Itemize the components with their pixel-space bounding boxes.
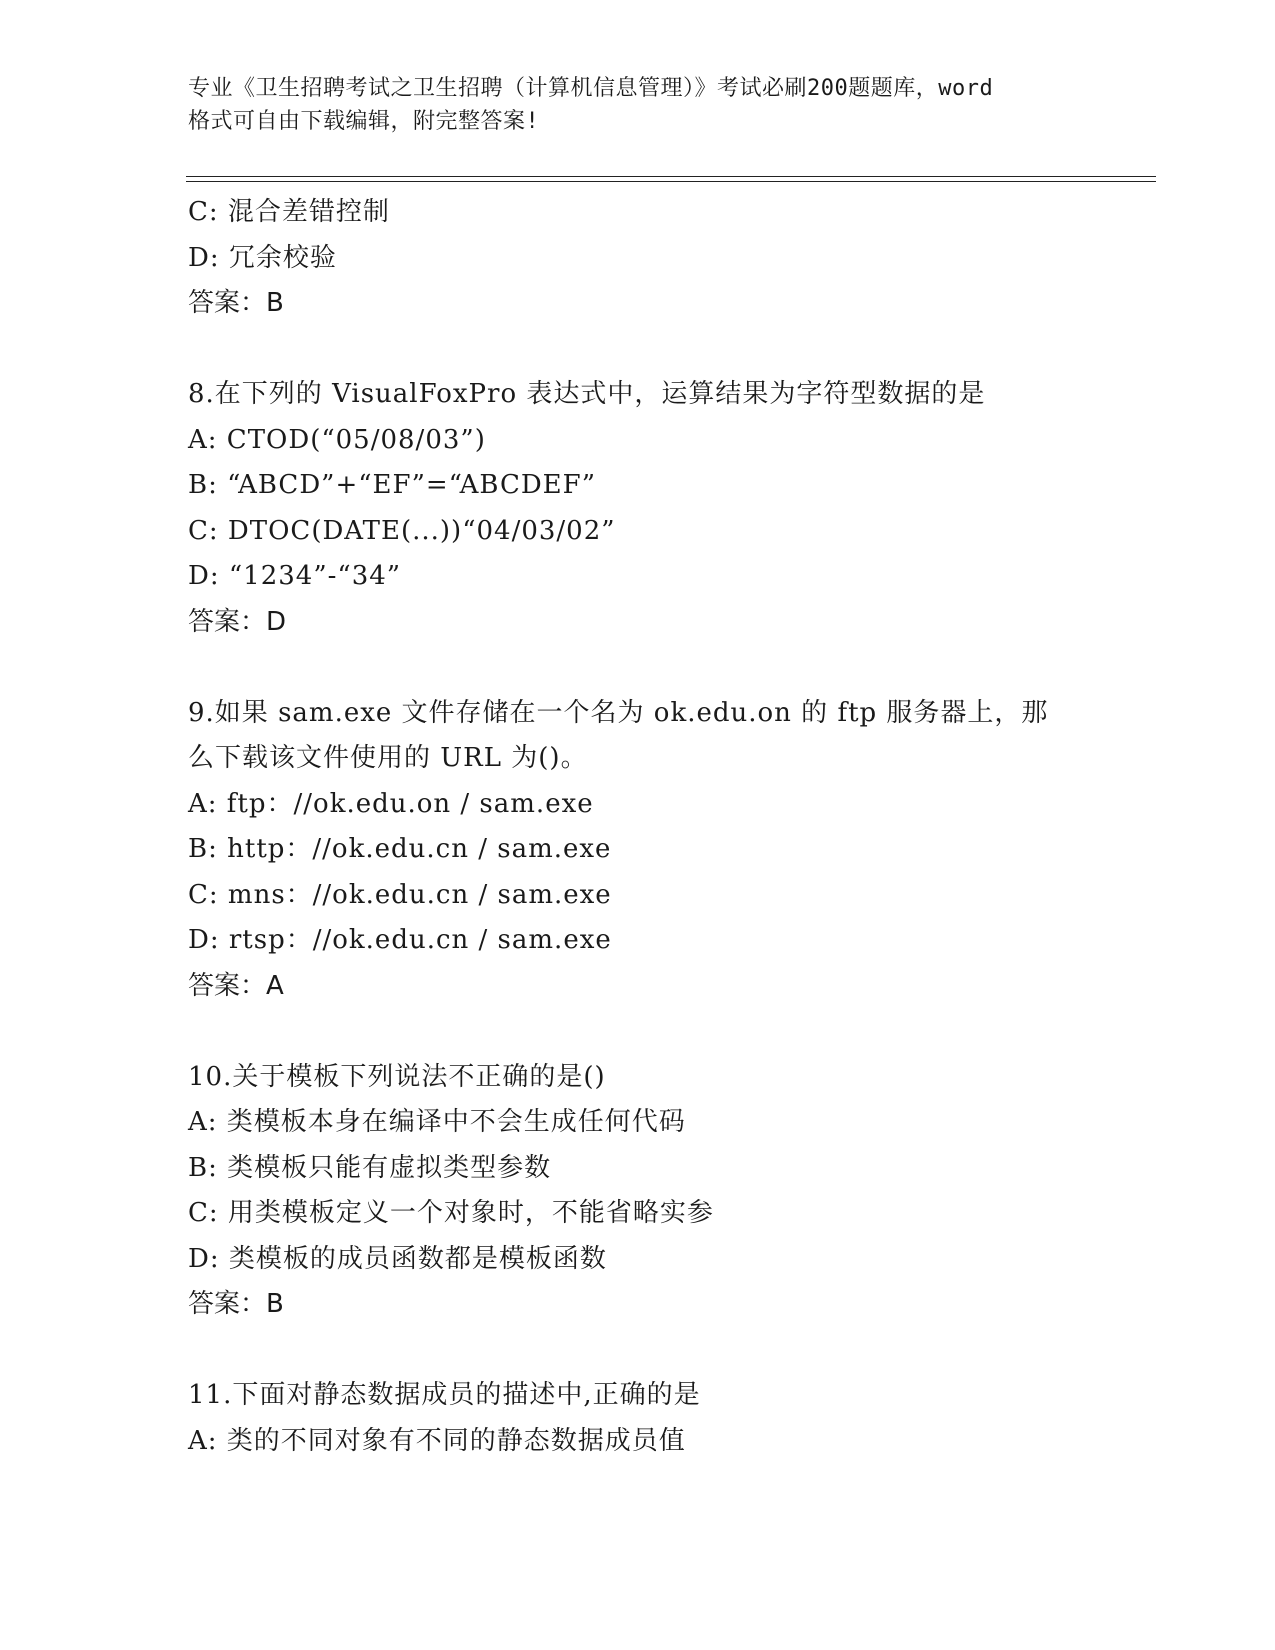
answer-label: 答案：D bbox=[188, 606, 287, 637]
option-d: D: 类模板的成员函数都是模板函数 bbox=[188, 1243, 607, 1274]
spacer bbox=[188, 1009, 1188, 1055]
question-text-line-1: 9.如果 sam.exe 文件存储在一个名为 ok.edu.on 的 ftp 服务器上，那 bbox=[188, 697, 1049, 728]
header-divider-bottom bbox=[186, 181, 1156, 182]
option-d: D: rtsp：//ok.edu.cn / sam.exe bbox=[188, 925, 612, 955]
question-text-line-2: 么下载该文件使用的 URL 为()。 bbox=[188, 743, 588, 773]
document-header bbox=[188, 72, 1088, 138]
answer-label: 答案：B bbox=[188, 1289, 284, 1319]
option-d: D: 冗余校验 bbox=[188, 242, 337, 273]
spacer bbox=[188, 645, 1188, 691]
option-b: B: “ABCD”+“EF”=“ABCDEF” bbox=[188, 470, 596, 500]
option-c: C: 用类模板定义一个对象时，不能省略实参 bbox=[188, 1198, 714, 1228]
option-a: A: CTOD(“05/08/03”) bbox=[188, 424, 486, 455]
option-c: C: DTOC(DATE(...))“04/03/02” bbox=[188, 515, 616, 546]
header-line-1: 专业《卫生招聘考试之卫生招聘（计算机信息管理）》考试必刷200题题库，word bbox=[188, 76, 994, 101]
spacer bbox=[188, 327, 1188, 373]
question-text: 10.关于模板下列说法不正确的是() bbox=[188, 1061, 606, 1092]
header-line-2: 格式可自由下载编辑，附完整答案! bbox=[188, 109, 540, 134]
question-9 bbox=[188, 691, 1188, 1010]
option-d: D: “1234”-“34” bbox=[188, 561, 402, 591]
question-text: 11.下面对静态数据成员的描述中,正确的是 bbox=[188, 1380, 701, 1410]
option-c: C: mns：//ok.edu.cn / sam.exe bbox=[188, 879, 612, 910]
question-10 bbox=[188, 1055, 1188, 1328]
option-c: C: 混合差错控制 bbox=[188, 197, 390, 227]
answer-label: 答案：B bbox=[188, 288, 284, 318]
question-list bbox=[188, 190, 1188, 1464]
answer-label: 答案：A bbox=[188, 970, 284, 1001]
option-a: A: 类模板本身在编译中不会生成任何代码 bbox=[188, 1107, 686, 1137]
option-b: B: http：//ok.edu.cn / sam.exe bbox=[188, 834, 612, 864]
option-a: A: 类的不同对象有不同的静态数据成员值 bbox=[188, 1425, 686, 1456]
option-a: A: ftp：//ok.edu.on / sam.exe bbox=[188, 788, 594, 819]
question-8 bbox=[188, 372, 1188, 645]
question-7-tail bbox=[188, 190, 1188, 327]
spacer bbox=[188, 1328, 1188, 1374]
question-text: 8.在下列的 VisualFoxPro 表达式中，运算结果为字符型数据的是 bbox=[188, 379, 986, 409]
question-11 bbox=[188, 1373, 1188, 1464]
option-b: B: 类模板只能有虚拟类型参数 bbox=[188, 1152, 552, 1183]
header-divider-top bbox=[186, 176, 1156, 177]
